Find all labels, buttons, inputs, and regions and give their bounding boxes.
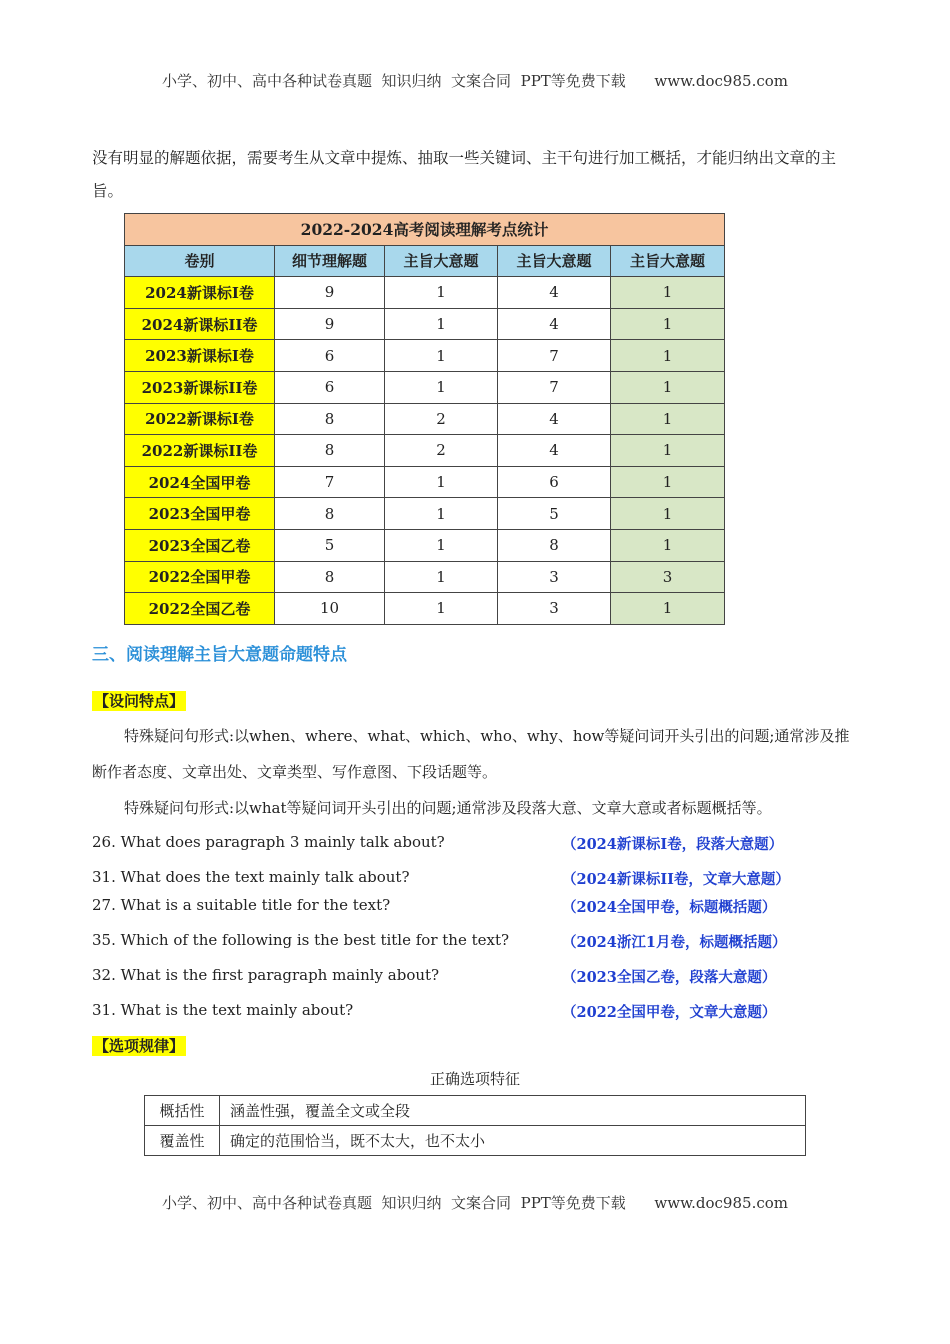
question-item: 31. What does the text mainly talk about? <box>92 868 410 886</box>
table-row <box>125 403 725 435</box>
table-cell: 9 <box>275 308 385 340</box>
question-source: （2023全国乙卷，段落大意题） <box>562 969 777 986</box>
tag-option-rules: 【选项规律】 <box>94 1037 185 1055</box>
table-cell: 1 <box>385 498 498 530</box>
table-cell: 8 <box>275 435 385 467</box>
row-label: 2024新课标II卷 <box>125 308 275 340</box>
row-label: 2023新课标I卷 <box>125 340 275 372</box>
table-cell: 4 <box>498 435 611 467</box>
table-cell: 1 <box>611 498 725 530</box>
table-row <box>145 1126 806 1156</box>
table-row <box>125 466 725 498</box>
table-cell: 3 <box>611 561 725 593</box>
row-label: 2022新课标II卷 <box>125 435 275 467</box>
intro-paragraph: 没有明显的解题依据，需要考生从文章中提炼、抽取一些关键词、主干句进行加工概括，才能归纳出文章的主旨。 <box>92 149 837 200</box>
row-label: 2022全国乙卷 <box>125 593 275 625</box>
table-cell: 3 <box>498 561 611 593</box>
question-source: （2024新课标II卷，文章大意题） <box>562 871 790 888</box>
table-cell: 6 <box>275 340 385 372</box>
table-cell: 7 <box>498 340 611 372</box>
table-cell: 1 <box>611 371 725 403</box>
table-cell: 7 <box>498 371 611 403</box>
header-cell: 细节理解题 <box>275 245 385 277</box>
table-row <box>125 435 725 467</box>
table-cell: 6 <box>275 371 385 403</box>
feature-value: 确定的范围恰当，既不太大，也不太小 <box>220 1126 806 1156</box>
table-cell: 1 <box>611 277 725 309</box>
row-label: 2023全国甲卷 <box>125 498 275 530</box>
table-row <box>125 340 725 372</box>
feature-value: 涵盖性强，覆盖全文或全段 <box>220 1096 806 1126</box>
table-cell: 8 <box>275 561 385 593</box>
table-cell: 2 <box>385 403 498 435</box>
table-cell: 1 <box>611 403 725 435</box>
row-label: 2022全国甲卷 <box>125 561 275 593</box>
question-item: 31. What is the text mainly about? <box>92 1001 354 1019</box>
question-item: 27. What is a suitable title for the text? <box>92 896 391 914</box>
table-cell: 1 <box>385 340 498 372</box>
table-cell: 1 <box>611 593 725 625</box>
table-row <box>145 1096 806 1126</box>
row-label: 2022新课标I卷 <box>125 403 275 435</box>
header-cell: 主旨大意题 <box>385 245 498 277</box>
paragraph-1 <box>92 718 862 790</box>
table-cell: 10 <box>275 593 385 625</box>
table-cell: 1 <box>385 529 498 561</box>
row-label: 2024全国甲卷 <box>125 466 275 498</box>
header-cell: 主旨大意题 <box>611 245 725 277</box>
question-source: （2024浙江1月卷，标题概括题） <box>562 934 787 951</box>
row-label: 2023新课标II卷 <box>125 371 275 403</box>
page-footer: 小学、初中、高中各种试卷真题 知识归纳 文案合同 PPT等免费下载 www.doc985.com <box>161 1194 788 1212</box>
table-row <box>125 593 725 625</box>
table-cell: 4 <box>498 403 611 435</box>
tag-design-features: 【设问特点】 <box>94 692 185 710</box>
page-header: 小学、初中、高中各种试卷真题 知识归纳 文案合同 PPT等免费下载 www.doc985.com <box>161 72 788 90</box>
table-cell: 4 <box>498 277 611 309</box>
question-source: （2024全国甲卷，标题概括题） <box>562 899 777 916</box>
paragraph-2 <box>92 790 862 826</box>
features-table <box>144 1095 806 1156</box>
row-label: 2024新课标I卷 <box>125 277 275 309</box>
table-cell: 8 <box>498 529 611 561</box>
table-row <box>125 498 725 530</box>
table-row <box>125 561 725 593</box>
table-cell: 4 <box>498 308 611 340</box>
table-cell: 1 <box>611 308 725 340</box>
table-cell: 5 <box>275 529 385 561</box>
table-cell: 8 <box>275 403 385 435</box>
table-cell: 2 <box>385 435 498 467</box>
stats-title: 2022-2024高考阅读理解考点统计 <box>125 214 725 246</box>
feature-key: 概括性 <box>145 1096 220 1126</box>
stats-table <box>124 213 725 625</box>
question-item: 26. What does paragraph 3 mainly talk about? <box>92 833 445 851</box>
question-item: 35. Which of the following is the best title for the text? <box>92 931 510 949</box>
table-row <box>125 277 725 309</box>
table-row <box>125 371 725 403</box>
table-cell: 1 <box>611 435 725 467</box>
feature-key: 覆盖性 <box>145 1126 220 1156</box>
table-cell: 1 <box>385 371 498 403</box>
header-cell: 卷别 <box>125 245 275 277</box>
table-cell: 3 <box>498 593 611 625</box>
paragraph-1-text: 特殊疑问句形式:以when、where、what、which、who、why、how等疑问词开头引出的问题;通常涉及推断作者态度、文章出处、文章类型、写作意图、下段话题等。 <box>92 727 850 781</box>
table-cell: 9 <box>275 277 385 309</box>
table-cell: 1 <box>611 529 725 561</box>
header-cell: 主旨大意题 <box>498 245 611 277</box>
table-cell: 8 <box>275 498 385 530</box>
paragraph-2-text: 特殊疑问句形式:以what等疑问词开头引出的问题;通常涉及段落大意、文章大意或者标题概括等。 <box>124 799 772 817</box>
features-caption: 正确选项特征 <box>429 1070 520 1088</box>
table-cell: 1 <box>385 593 498 625</box>
question-source: （2024新课标I卷，段落大意题） <box>562 836 784 853</box>
table-cell: 1 <box>385 561 498 593</box>
table-cell: 1 <box>385 308 498 340</box>
row-label: 2023全国乙卷 <box>125 529 275 561</box>
table-cell: 1 <box>385 466 498 498</box>
table-cell: 1 <box>385 277 498 309</box>
table-row <box>125 308 725 340</box>
table-row <box>125 529 725 561</box>
table-cell: 5 <box>498 498 611 530</box>
section-title: 三、阅读理解主旨大意题命题特点 <box>92 645 347 665</box>
table-cell: 1 <box>611 466 725 498</box>
question-item: 32. What is the first paragraph mainly about? <box>92 966 440 984</box>
table-cell: 7 <box>275 466 385 498</box>
question-source: （2022全国甲卷，文章大意题） <box>562 1004 777 1021</box>
stats-title-row <box>125 214 725 246</box>
table-cell: 1 <box>611 340 725 372</box>
stats-header-row <box>125 245 725 277</box>
table-cell: 6 <box>498 466 611 498</box>
